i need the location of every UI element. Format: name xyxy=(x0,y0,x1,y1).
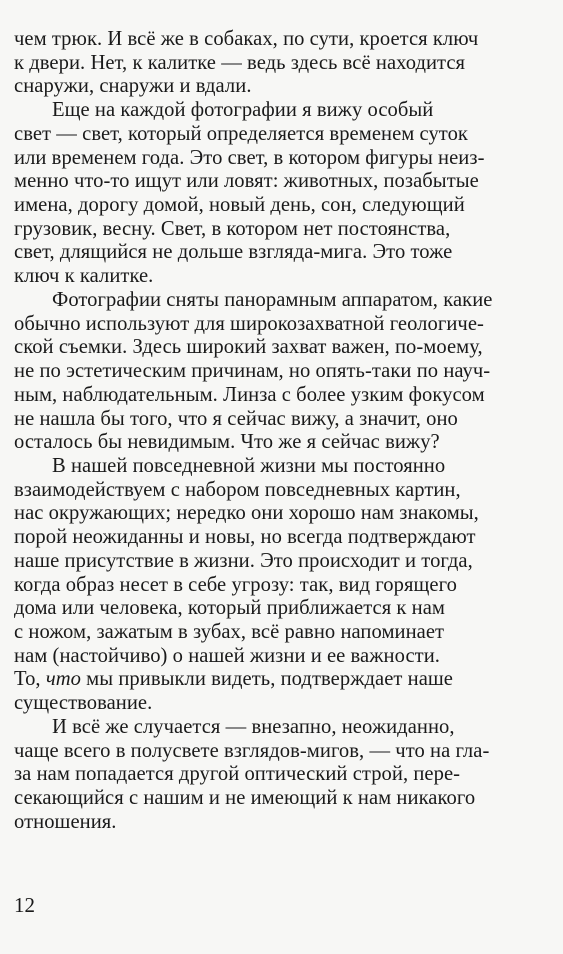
text-fragment: мы привыкли видеть, подтверждает наше xyxy=(80,668,453,691)
text-line: с ножом, зажатым в зубах, всё равно напоминает xyxy=(14,620,445,643)
text-line: чем трюк. И всё же в собаках, по сути, кроется ключ xyxy=(14,28,479,50)
text-line: ным, наблюдательным. Линза с более узким фокусом xyxy=(14,383,485,406)
emphasized-word: что xyxy=(45,668,81,691)
text-line: нас окружающих; нередко они хорошо нам знакомы, xyxy=(14,502,479,525)
text-line-with-emphasis xyxy=(14,668,534,692)
text-line: отношения. xyxy=(14,810,117,833)
text-line: обычно используют для широкозахватной геологиче- xyxy=(14,312,484,335)
text-line: осталось бы невидимым. Что же я сейчас вижу? xyxy=(14,431,440,454)
text-line: ской съемки. Здесь широкий захват важен, по-моему, xyxy=(14,336,483,359)
text-line: грузовик, весну. Свет, в котором нет постоянства, xyxy=(14,217,451,240)
paragraph-start-line: Еще на каждой фотографии я вижу особый xyxy=(52,99,434,122)
text-line: свет, длящийся не дольше взгляда-мига. Это тоже xyxy=(14,241,453,264)
paragraph-start-line: И всё же случается — внезапно, неожиданно, xyxy=(52,715,455,738)
text-line: не по эстетическим причинам, но опять-таки по науч- xyxy=(14,360,491,383)
text-line: существование. xyxy=(14,692,153,715)
text-line: наше присутствие в жизни. Это происходит и тогда, xyxy=(14,549,473,572)
text-line: чаще всего в полусвете взглядов-мигов, — что на гла- xyxy=(14,739,490,762)
text-line: за нам попадается другой оптический строй, пере- xyxy=(14,763,461,786)
text-fragment: То, xyxy=(14,668,46,691)
paragraph-start-line: В нашей повседневной жизни мы постоянно xyxy=(52,454,446,477)
text-line: менно что-то ищут или ловят: животных, позабытые xyxy=(14,170,479,193)
text-line: нам (настойчиво) о нашей жизни и ее важности. xyxy=(14,644,440,667)
text-line: к двери. Нет, к калитке — ведь здесь всё находится xyxy=(14,51,466,74)
text-line: снаружи, снаружи и вдали. xyxy=(14,75,252,98)
text-line: взаимодействуем с набором повседневных картин, xyxy=(14,478,461,501)
text-line: ключ к калитке. xyxy=(14,265,154,288)
text-line: не нашла бы того, что я сейчас вижу, а значит, оно xyxy=(14,407,458,430)
text-line: дома или человека, который приближается к нам xyxy=(14,597,446,620)
text-line: имена, дорогу домой, новый день, сон, следующий xyxy=(14,194,465,217)
page-number: 12 xyxy=(14,893,35,917)
text-line: свет — свет, который определяется временем суток xyxy=(14,122,468,145)
text-line: когда образ несет в себе угрозу: так, вид горящего xyxy=(14,573,457,596)
text-line: порой неожиданны и новы, но всегда подтверждают xyxy=(14,526,476,549)
body-text xyxy=(14,28,534,834)
text-line: или временем года. Это свет, в котором фигуры неиз- xyxy=(14,146,485,169)
paragraph-start-line: Фотографии сняты панорамным аппаратом, какие xyxy=(52,288,493,311)
text-line: секающийся с нашим и не имеющий к нам никакого xyxy=(14,787,476,809)
